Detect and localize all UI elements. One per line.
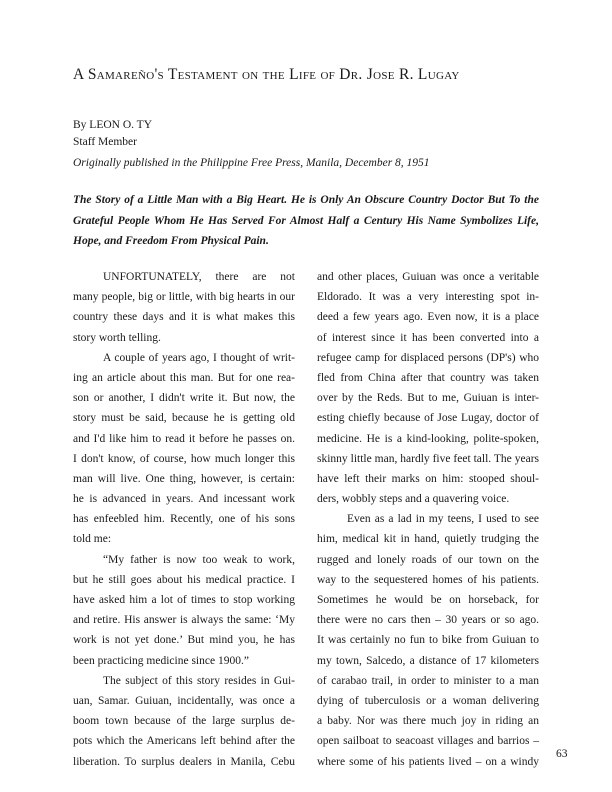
text-line: have asked him a lot of times to stop working: [73, 594, 295, 606]
text-line: of carabao trail, in order to minister to a man: [317, 674, 539, 687]
text-line: boom town because of the large surplus de-: [73, 715, 295, 728]
text-line: story must be said, because he is getting old: [73, 412, 295, 425]
text-line: a baby. Nor was there much joy in riding an: [317, 715, 539, 728]
text-line: medicine. He is a kind-looking, polite-spoken,: [317, 432, 539, 445]
text-line: but he still goes about his medical practice. I: [73, 573, 295, 586]
text-line: been practicing medicine since 1900.”: [73, 654, 249, 667]
text-line: liberation. To surplus dealers in Manila, Cebu: [73, 755, 295, 768]
text-line: has enfeebled him. Recently, one of his sons: [73, 513, 295, 526]
text-line: Even as a lad in my teens, I used to see: [347, 513, 539, 526]
text-line: told me:: [73, 533, 112, 546]
left-column: [73, 267, 295, 772]
text-line: and I'd like him to read it before he passes on.: [73, 432, 295, 445]
text-line: deed a few years ago. Even now, it is a place: [317, 311, 539, 324]
text-line: son or another, I didn't write it. But now, the: [73, 392, 295, 405]
text-line: The subject of this story resides in Gui-: [103, 674, 295, 687]
text-line: Sometimes he would be on horseback, for: [317, 594, 539, 606]
text-line: where some of his patients lived – on a windy: [317, 755, 539, 768]
text-line: country these days and it is what makes this: [73, 311, 295, 324]
text-line: man will live. One thing, however, is certain:: [73, 472, 295, 485]
article-title: A Samareño's Testament on the Life of Dr. Jose R. Lugay: [73, 66, 460, 83]
page-number: 63: [556, 748, 568, 760]
publication-note: Originally published in the Philippine Free Press, Manila, December 8, 1951: [73, 157, 430, 169]
text-line: ing an article about this man. But for one rea-: [73, 371, 295, 384]
text-line: story worth telling.: [73, 331, 161, 344]
text-line: dying of tuberculosis or a woman delivering: [317, 694, 539, 707]
text-line: A couple of years ago, I thought of writ-: [103, 351, 295, 364]
text-line: rugged and lonely roads of our town on the: [317, 553, 539, 566]
text-line: It was certainly no fun to bike from Guiuan to: [317, 634, 539, 647]
text-line: refugee camp for displaced persons (DP's) who: [317, 351, 539, 364]
text-line: Eldorado. It was a very interesting spot in-: [317, 291, 539, 304]
author-role: Staff Member: [73, 136, 137, 148]
text-line: over by the Reds. But to me, Guiuan is inter-: [317, 392, 539, 405]
text-line: him, medical kit in hand, quietly trudging the: [317, 533, 539, 546]
byline: [73, 117, 152, 151]
text-line: of interest since it has been converted into a: [317, 331, 539, 344]
text-line: my town, Salcedo, a distance of 17 kilometers: [317, 654, 539, 667]
text-line: esting chiefly because of Jose Lugay, doctor of: [317, 412, 539, 425]
text-line: uan, Samar. Guiuan, incidentally, was once a: [73, 694, 295, 707]
text-line: pots which the Americans left behind after the: [73, 735, 295, 748]
article-subtitle: The Story of a Little Man with a Big Heart. He is Only An Obscure Country Doctor But To the Grateful People Whom He Has Served For Almost Half a Century His Name Symbolizes Life, Hope, and Freedom From Physical Pain.: [73, 194, 539, 247]
text-line: work is not yet done.’ But mind you, he has: [73, 634, 295, 647]
text-line: have left their marks on him: stooped shoul-: [317, 472, 539, 485]
text-line: and retire. His answer is always the same: ‘My: [73, 614, 295, 627]
text-line: there were no cars then – 30 years or so ago.: [317, 614, 539, 627]
text-line: open sailboat to seacoast villages and barrios –: [317, 735, 539, 748]
text-line: skinny little man, hardly five feet tall. The years: [317, 452, 539, 465]
right-column: [317, 267, 539, 772]
text-line: UNFORTUNATELY, there are not: [103, 271, 295, 283]
text-line: and other places, Guiuan was once a veritable: [317, 271, 539, 283]
text-line: many people, big or little, with big hearts in our: [73, 291, 295, 304]
text-line: he is advanced in years. And incessant work: [73, 493, 295, 506]
text-line: fled from China after that country was taken: [317, 371, 539, 384]
text-line: I don't know, of course, how much longer this: [73, 452, 295, 465]
text-line: ders, wobbly steps and a quavering voice.: [317, 493, 510, 506]
text-line: way to the sequestered homes of his patients.: [317, 573, 539, 586]
author-name: By LEON O. TY: [73, 119, 153, 131]
text-line: “My father is now too weak to work,: [103, 553, 295, 566]
